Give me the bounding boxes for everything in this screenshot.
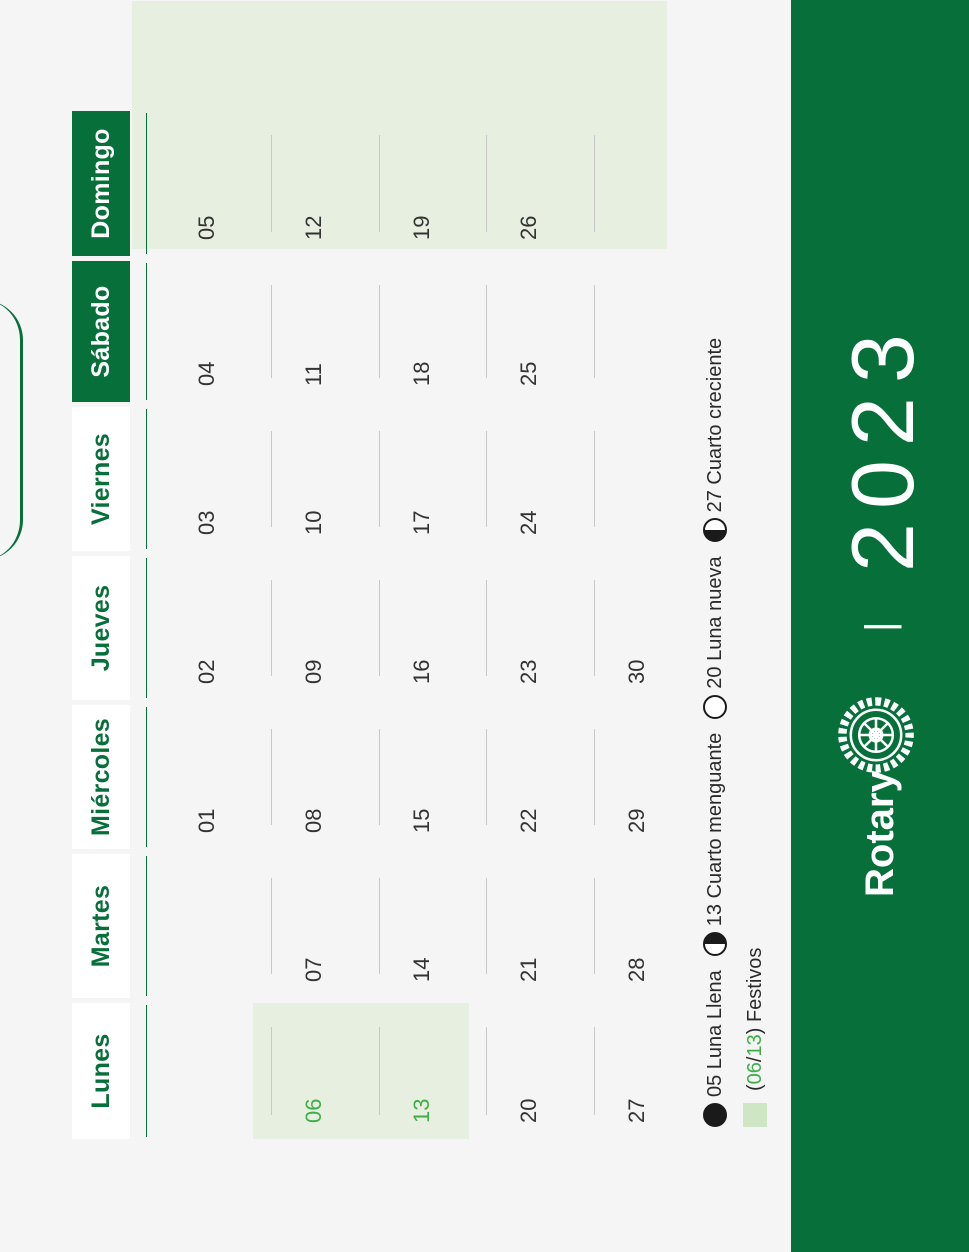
column-top-rule [146, 263, 147, 400]
legend-full-moon [703, 970, 727, 1127]
holiday-2: 13 [743, 1034, 766, 1057]
brand-separator: | [858, 621, 902, 632]
holiday-swatch-icon [743, 1103, 767, 1127]
cell-divider [271, 878, 272, 974]
day-number: 24 [516, 510, 541, 535]
cell-divider [486, 1027, 487, 1115]
cell-divider [271, 580, 272, 676]
cell-divider [379, 878, 380, 974]
day-number: 05 [194, 215, 219, 240]
day-number: 25 [516, 361, 541, 386]
column-top-rule [146, 409, 147, 549]
day-number: 13 [409, 1098, 434, 1123]
day-number: 30 [624, 659, 649, 684]
new-moon-icon [703, 695, 727, 719]
cell-divider [594, 1027, 595, 1115]
day-number: 14 [409, 957, 434, 982]
day-number: 15 [409, 808, 434, 833]
day-number: 01 [194, 808, 219, 833]
legend-new-moon-label: 20 Luna nueva [703, 556, 726, 689]
column-top-rule [146, 856, 147, 996]
cell-divider [271, 431, 272, 527]
cell-divider [486, 285, 487, 378]
cell-divider [486, 431, 487, 527]
sunday-column-shade [132, 1, 667, 249]
cell-divider [486, 580, 487, 676]
column-top-rule [146, 1005, 147, 1137]
cell-divider [594, 878, 595, 974]
cell-divider [594, 431, 595, 527]
day-number: 07 [301, 957, 326, 982]
day-number: 02 [194, 659, 219, 684]
day-number: 27 [624, 1098, 649, 1123]
cell-divider [271, 285, 272, 378]
legend-waxing-label: 27 Cuarto creciente [703, 337, 726, 513]
day-number: 11 [301, 363, 326, 386]
day-number: 16 [409, 659, 434, 684]
day-number: 06 [301, 1098, 326, 1123]
holidays-open: ( [743, 1084, 766, 1091]
weekday-header-sabado: Sábado [72, 261, 130, 402]
cell-divider [594, 580, 595, 676]
day-number: 12 [301, 215, 326, 240]
day-number: 22 [516, 808, 541, 833]
day-number: 29 [624, 808, 649, 833]
weekday-header-miercoles: Miércoles [72, 705, 130, 849]
day-number: 08 [301, 808, 326, 833]
day-number: 18 [409, 361, 434, 386]
calendar-year: 2023 [833, 320, 932, 572]
cell-divider [379, 285, 380, 378]
cell-divider [486, 878, 487, 974]
day-number: 04 [194, 361, 219, 386]
cell-divider [271, 135, 272, 232]
cell-divider [594, 135, 595, 232]
holidays-legend [743, 948, 767, 1127]
day-number: 10 [301, 510, 326, 535]
holidays-close: ) Festivos [743, 947, 766, 1035]
day-number: 09 [301, 659, 326, 684]
weekday-header-domingo: Domingo [72, 111, 130, 256]
moon-phase-legend [703, 324, 727, 1127]
weekday-header-jueves: Jueves [72, 556, 130, 700]
cell-divider [486, 729, 487, 825]
rotary-wheel-icon [834, 693, 918, 777]
legend-waning-label: 13 Cuarto menguante [703, 732, 726, 927]
legend-waxing [703, 338, 727, 543]
weekday-header-viernes: Viernes [72, 407, 130, 551]
weekday-header-lunes: Lunes [72, 1003, 130, 1139]
weekday-header-martes: Martes [72, 854, 130, 998]
legend-new-moon [703, 556, 727, 718]
day-number: 03 [194, 510, 219, 535]
column-top-rule [146, 558, 147, 698]
day-number: 23 [516, 659, 541, 684]
day-number: 19 [409, 215, 434, 240]
holidays-slash: / [743, 1056, 766, 1063]
cell-divider [594, 729, 595, 825]
column-top-rule [146, 113, 147, 254]
cell-divider [594, 285, 595, 378]
column-top-rule [146, 707, 147, 847]
cell-divider [271, 729, 272, 825]
cell-divider [379, 1027, 380, 1115]
holiday-1: 06 [743, 1062, 766, 1085]
cell-divider [379, 580, 380, 676]
day-number: 28 [624, 957, 649, 982]
waning-moon-icon [703, 932, 727, 956]
waxing-moon-icon [703, 518, 727, 542]
cell-divider [271, 1027, 272, 1115]
day-number: 21 [516, 957, 541, 982]
legend-waning [703, 733, 727, 956]
rotary-wordmark: Rotary [858, 770, 902, 897]
day-number: 26 [516, 215, 541, 240]
cell-divider [379, 135, 380, 232]
day-number: 17 [409, 510, 434, 535]
full-moon-icon [703, 1103, 727, 1127]
legend-full-moon-label: 05 Luna Llena [703, 970, 726, 1097]
day-number: 20 [516, 1098, 541, 1123]
cell-divider [379, 729, 380, 825]
cell-divider [486, 135, 487, 232]
cell-divider [379, 431, 380, 527]
